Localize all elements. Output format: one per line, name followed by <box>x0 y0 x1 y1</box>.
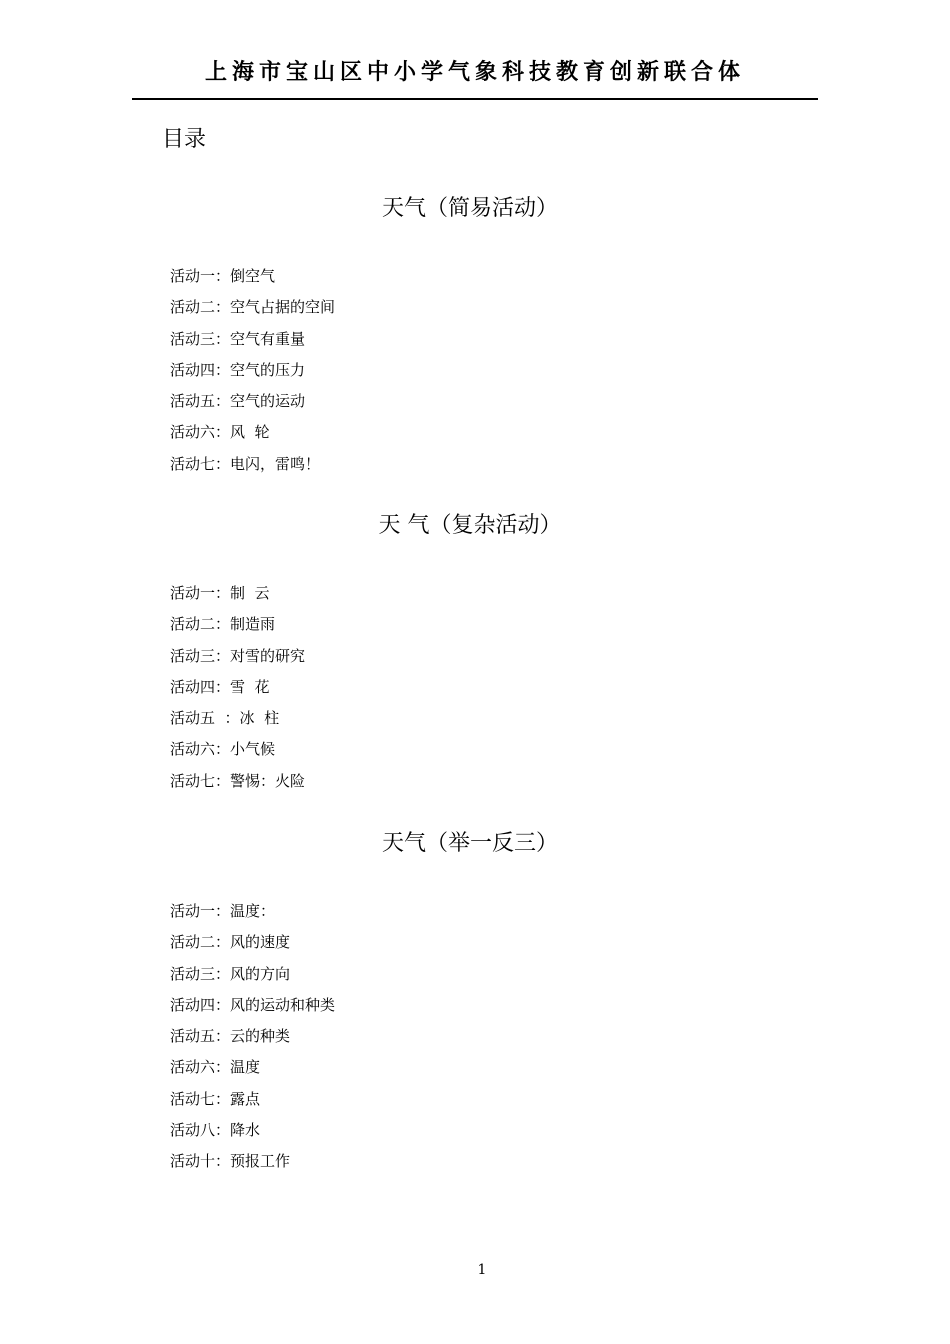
activity-item: 活动一：制 云 <box>170 584 270 602</box>
header-divider <box>132 98 818 100</box>
activity-item: 活动五：空气的运动 <box>170 392 306 411</box>
activity-item: 活动七：露点 <box>170 1089 261 1108</box>
activity-item: 活动二：空气占据的空间 <box>170 298 336 317</box>
activity-item: 活动三：空气有重量 <box>170 329 306 348</box>
activity-item: 活动五：云的种类 <box>170 1027 291 1046</box>
activity-item: 活动二：制造雨 <box>170 615 276 634</box>
activity-item: 活动四：空气的压力 <box>170 360 306 379</box>
activity-list-complex <box>170 578 305 797</box>
activity-item: 活动七：电闪，雷鸣！ <box>170 454 321 473</box>
activity-item: 活动一：倒空气 <box>170 267 276 285</box>
activity-item: 活动六：小气候 <box>170 740 276 759</box>
activity-item: 活动四：雪 花 <box>170 677 270 696</box>
activity-item: 活动三：对雪的研究 <box>170 646 306 665</box>
activity-item: 活动七：警惕：火险 <box>170 771 306 790</box>
page-number: 1 <box>477 1262 487 1278</box>
activity-item: 活动八：降水 <box>170 1121 261 1140</box>
activity-item: 活动三：风的方向 <box>170 964 291 983</box>
page-header-title: 上海市宝山区中小学气象科技教育创新联合体 <box>204 60 745 85</box>
activity-item: 活动五 ：冰 柱 <box>170 709 280 728</box>
activity-item: 活动六：温度 <box>170 1058 261 1077</box>
activity-item: 活动一：温度： <box>170 902 276 920</box>
section-heading-simple: 天气（简易活动） <box>381 196 558 221</box>
activity-list-extension <box>170 896 335 1178</box>
activity-item: 活动四：风的运动和种类 <box>170 995 336 1014</box>
activity-item: 活动十：预报工作 <box>170 1152 291 1171</box>
activity-item: 活动六：风 轮 <box>170 423 270 442</box>
activity-item: 活动二：风的速度 <box>170 933 291 952</box>
section-heading-extension: 天气（举一反三） <box>381 831 558 856</box>
toc-title: 目录 <box>162 127 207 152</box>
section-heading-complex: 天 气（复杂活动） <box>378 513 562 538</box>
activity-list-simple <box>170 261 335 480</box>
